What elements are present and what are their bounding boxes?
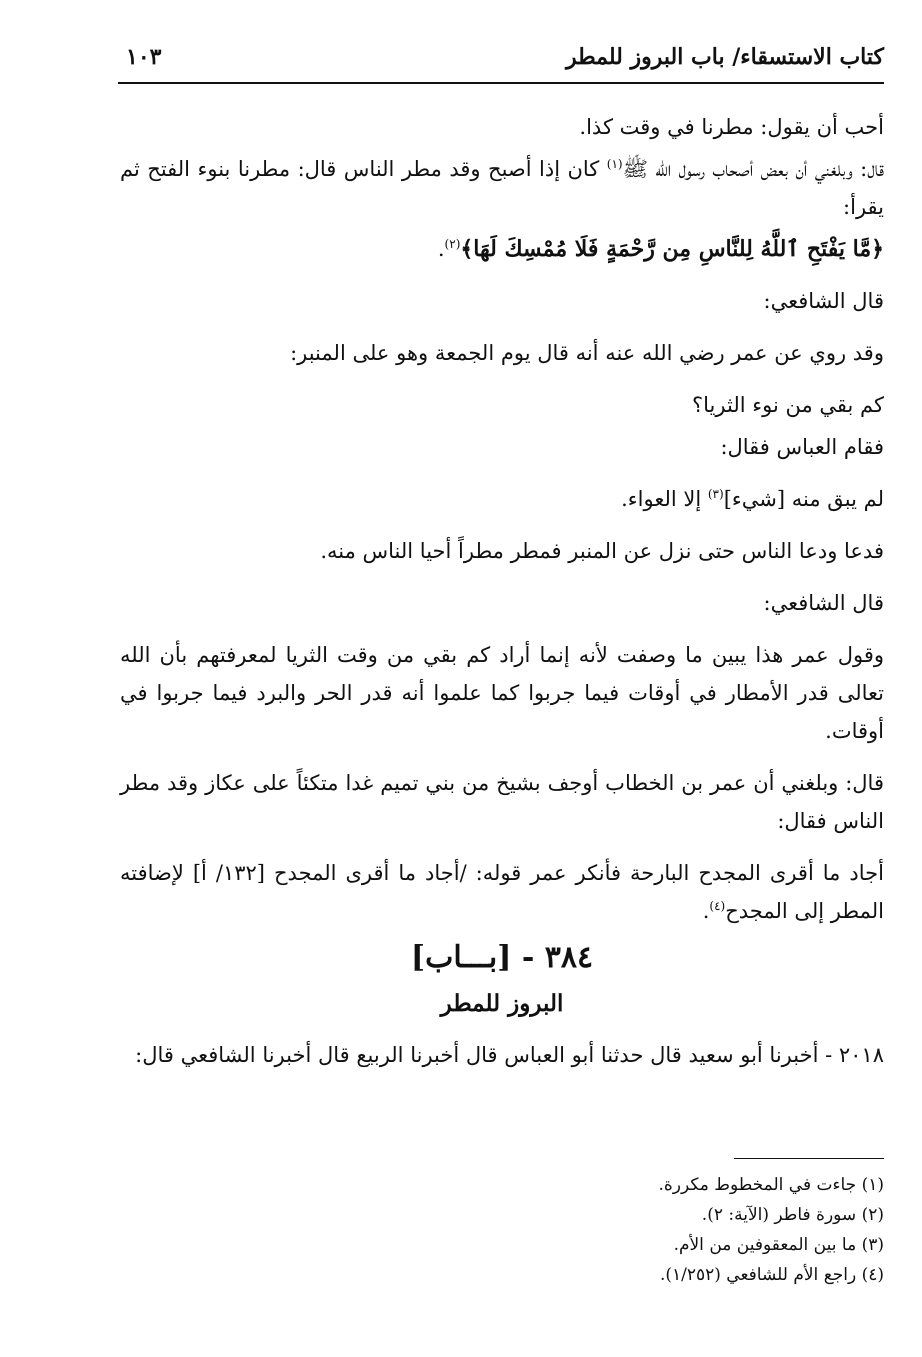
paragraph-text: لم يبق منه [شيء]: [723, 487, 884, 511]
paragraph-text: إلا العواء.: [621, 487, 708, 511]
paragraph-text: وقول عمر هذا يبين ما وصفت لأنه إنما أراد كم بقي من وقت الثريا لمعرفتهم بأن الله تعالى قدر الأمطار في أوقات فيما جربوا كما علموا أنه قدر الحر والبرد فيما جربوا في أوقات.: [120, 643, 884, 743]
paragraph: [120, 854, 884, 930]
footnote-ref: (٤): [709, 899, 726, 913]
paragraph: [120, 764, 884, 840]
paragraph: [120, 334, 884, 372]
punctuation: .: [702, 899, 710, 923]
paragraph-text: أجاد ما أقرى المجدح البارحة فأنكر عمر قوله: /أجاد ما أقرى المجدح [١٣٢/ أ] لإضافته المطر إلى المجدح: [120, 861, 884, 923]
paragraph: [120, 532, 884, 570]
chapter-heading: ٣٨٤ - [بـــاب]: [410, 940, 594, 975]
paragraph: [120, 480, 884, 518]
footnote-divider: [734, 1158, 884, 1159]
footnote: (٢) سورة فاطر (الآية: ٢).: [701, 1205, 884, 1225]
paragraph-text: فقام العباس فقال:: [720, 435, 884, 459]
paragraph-text: وقد روي عن عمر رضي الله عنه أنه قال يوم الجمعة وهو على المنبر:: [290, 341, 884, 365]
quran-verse: [120, 230, 884, 268]
footnote-ref: (٢): [444, 237, 461, 251]
paragraph-text: قال: وبلغني أن عمر بن الخطاب أوجف بشيخ من بني تميم غدا متكئاً على عكاز وقد مطر الناس فقال:: [120, 771, 884, 833]
paragraph-text: كان إذا أصبح وقد مطر الناس قال: مطرنا بنوء الفتح ثم يقرأ:: [120, 157, 884, 219]
footnote-ref: (١): [606, 157, 623, 171]
footnote: (٤) راجع الأم للشافعي (١/٢٥٢).: [659, 1265, 884, 1285]
paragraph: [120, 636, 884, 750]
paragraph-text: أحب أن يقول: مطرنا في وقت كذا.: [579, 115, 884, 139]
paragraph: [120, 150, 884, 226]
paragraph-text: كم بقي من نوء الثريا؟: [692, 393, 884, 417]
paragraph: [120, 282, 884, 320]
footnote: (٣) ما بين المعقوفين من الأم.: [673, 1235, 884, 1255]
paragraph-text: فدعا ودعا الناس حتى نزل عن المنبر فمطر مطراً أحيا الناس منه.: [320, 539, 884, 563]
paragraph: [120, 1036, 884, 1074]
paragraph-text: قال الشافعي:: [763, 591, 884, 615]
main-text: [120, 108, 884, 1088]
paragraph-text: ٢٠١٨ - أخبرنا أبو سعيد قال حدثنا أبو العباس قال أخبرنا الربيع قال أخبرنا الشافعي قال:: [135, 1043, 884, 1067]
footnote: (١) جاءت في المخطوط مكررة.: [658, 1175, 884, 1195]
punctuation: .: [437, 237, 445, 261]
paragraph: [120, 428, 884, 466]
running-header: [118, 40, 884, 84]
paragraph: [120, 108, 884, 146]
paragraph-text: قال: وبلغني أن بعض أصحاب رسول الله ﷺ: [622, 157, 884, 181]
paragraph: [120, 584, 884, 622]
page-number: ١٠٣: [126, 44, 162, 70]
book-title: كتاب الاستسقاء/ باب البروز للمطر: [565, 44, 884, 70]
footnotes: [120, 1170, 884, 1290]
quran-text: ﴿مَّا يَفْتَحِ ٱللَّهُ لِلنَّاسِ مِن رَّحْمَةٍ فَلَا مُمْسِكَ لَهَا﴾: [460, 236, 884, 262]
paragraph-text: قال الشافعي:: [763, 289, 884, 313]
footnote-ref: (٣): [707, 487, 724, 501]
section-title: البروز للمطر: [440, 990, 564, 1017]
paragraph: [120, 386, 884, 424]
